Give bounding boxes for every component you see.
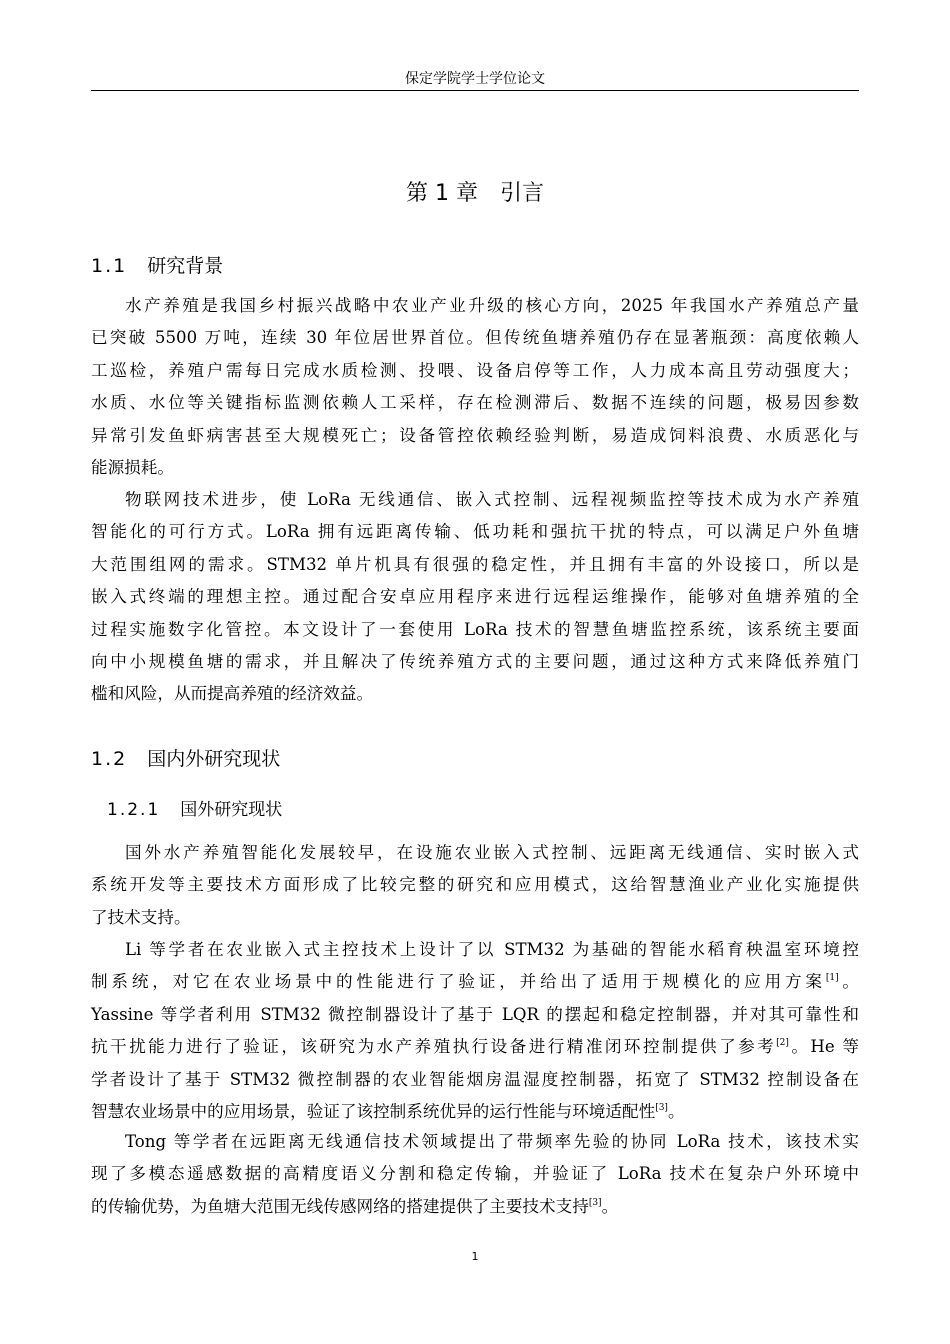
subsection-heading-1-2-1 [107,797,282,823]
citation-ref[interactable]: [3] [655,1103,668,1114]
text-line: Li 等学者在农业嵌入式主控技术上设计了以 STM32 为基础的智能水稻育秧温室环境控 [125,940,859,959]
text-line: 物联网技术进步，使 LoRa 无线通信、嵌入式控制、远程视频监控等技术成为水产养殖 [125,490,859,509]
text-line [91,1096,859,1128]
text-line: 水质、水位等关键指标监测依赖人工采样，存在检测滞后、数据不连续的问题，极易因参数 [91,393,859,413]
text-line [91,1031,859,1063]
line-text: 抗干扰能力进行了验证，该研究为水产养殖执行设备进行精准闭环控制提供了参考 [91,1037,777,1057]
text-line: 了技术支持。 [91,907,191,927]
line-text: 智慧农业场景中的应用场景，验证了该控制系统优异的运行性能与环境适配性 [91,1102,656,1122]
text-line: 学者设计了基于 STM32 微控制器的农业智能烟房温湿度控制器，拓宽了 STM32 控制设备在 [91,1069,859,1089]
text-line: 国外水产养殖智能化发展较早，在设施农业嵌入式控制、远距离无线通信、实时嵌入式 [125,843,859,862]
text-line: 水产养殖是我国乡村振兴战略中农业产业升级的核心方向，2025 年我国水产养殖总产量 [125,296,859,315]
text-line: 工巡检，养殖户需每日完成水质检测、投喂、设备启停等工作，人力成本高且劳动强度大； [91,360,859,380]
text-line: 大范围组网的需求。STM32 单片机具有很强的稳定性，并且拥有丰富的外设接口，所以是 [91,554,859,574]
section-title-text: 国内外研究现状 [147,748,281,770]
section-number: 1.1 [91,255,128,277]
citation-ref[interactable]: [1] [825,973,839,984]
text-line: 智能化的可行方式。LoRa 拥有远距离传输、低功耗和强抗干扰的特点，可以满足户外鱼塘 [91,522,859,542]
section-heading-1-1 [91,252,223,280]
citation-ref[interactable]: [3] [588,1197,602,1208]
paragraph-foreign-research-2 [91,934,859,1128]
citation-ref[interactable]: [2] [776,1038,789,1049]
text-line: 过程实施数字化管控。本文设计了一套使用 LoRa 技术的智慧鱼塘监控系统，该系统主要面 [91,619,859,639]
subsection-title-text: 国外研究现状 [180,800,283,820]
chapter-title: 第 1 章 引言 [406,181,544,206]
section-number: 1.2 [91,748,128,770]
text-line: 系统开发等主要技术方面形成了比较完整的研究和应用模式，这给智慧渔业产业化实施提供 [91,875,859,895]
line-text: 的传输优势，为鱼塘大范围无线传感网络的搭建提供了主要技术支持 [91,1196,589,1216]
subsection-number: 1.2.1 [107,800,161,820]
text-line [91,1191,859,1223]
running-header: 保定学院学士学位论文 [405,71,545,87]
text-line [91,966,859,998]
line-tail: 。 [601,1196,619,1216]
line-tail: 。 [667,1102,685,1122]
text-line: 嵌入式终端的理想主控。通过配合安卓应用程序来进行远程运维操作，能够对鱼塘养殖的全 [91,587,859,607]
text-line: 向中小规模鱼塘的需求，并且解决了传统养殖方式的主要问题，通过这种方式来降低养殖门 [91,652,859,672]
text-line: 已突破 5500 万吨，连续 30 年位居世界首位。但传统鱼塘养殖仍存在显著瓶颈：高度依赖人 [91,328,859,348]
line-tail: 。 [838,972,860,992]
paragraph-background-1 [91,290,859,484]
paragraph-foreign-research-1 [91,837,859,934]
page-number: 1 [471,1250,479,1263]
line-text: 制系统，对它在农业场景中的性能进行了验证，并给出了适用于规模化的应用方案 [91,972,826,992]
text-line: 现了多模态遥感数据的高精度语义分割和稳定传输，并验证了 LoRa 技术在复杂户外环境中 [91,1164,859,1184]
section-heading-1-2 [91,745,280,773]
paragraph-foreign-research-3 [91,1126,859,1223]
text-line: Tong 等学者在远距离无线通信技术领域提出了带频率先验的协同 LoRa 技术，该技术实 [125,1132,859,1151]
section-title-text: 研究背景 [147,255,224,277]
text-line: Yassine 等学者利用 STM32 微控制器设计了基于 LQR 的摆起和稳定控制器，并对其可靠性和 [91,1004,859,1024]
header-rule [91,90,859,91]
line-tail: 。He 等 [788,1037,859,1057]
paragraph-background-2 [91,484,859,711]
text-line: 异常引发鱼虾病害甚至大规模死亡；设备管控依赖经验判断，易造成饲料浪费、水质恶化与 [91,425,859,445]
text-line: 能源损耗。 [91,458,174,478]
text-line: 槛和风险，从而提高养殖的经济效益。 [91,684,374,704]
